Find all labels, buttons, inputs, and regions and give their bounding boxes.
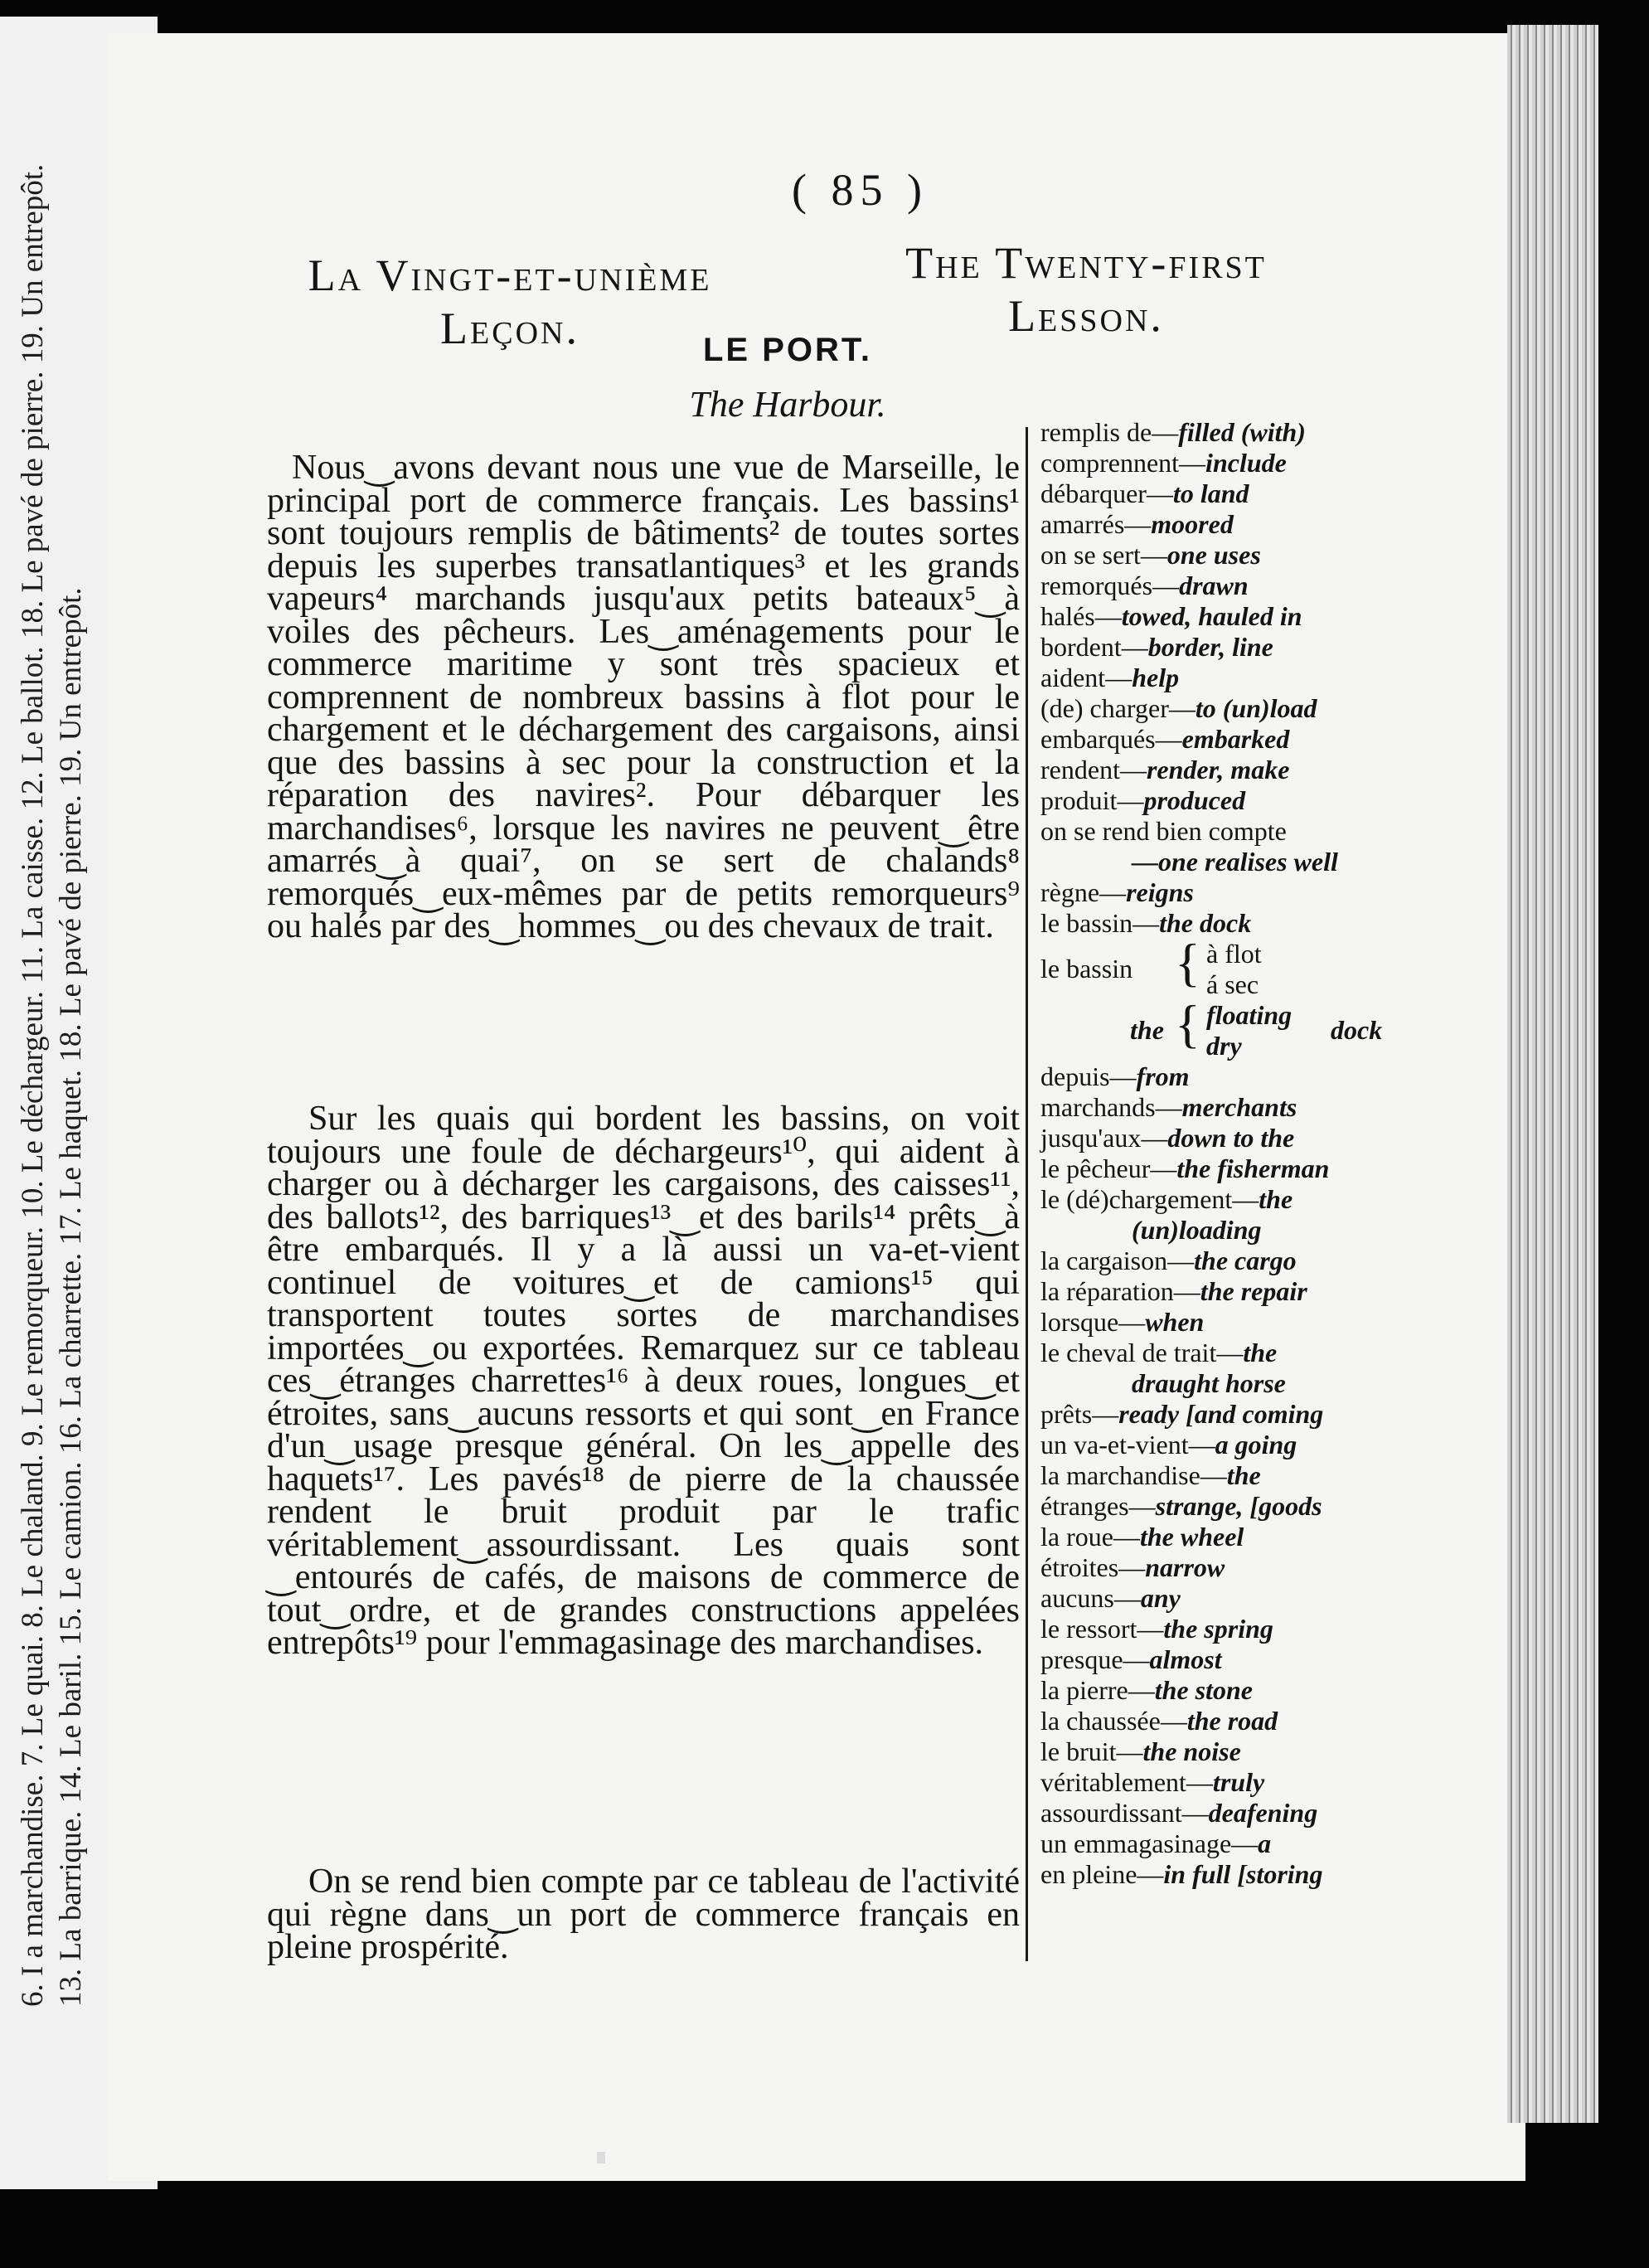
vocab-english: drawn xyxy=(1179,571,1249,600)
vocab-french: (de) charger— xyxy=(1040,693,1196,723)
vocab-entry xyxy=(1040,1644,1505,1675)
vocab-english: a xyxy=(1258,1828,1272,1858)
vocab-entry xyxy=(1040,1061,1505,1092)
vocab-entry xyxy=(1040,1153,1505,1184)
vocab-english: the road xyxy=(1186,1706,1278,1736)
vocab-entry xyxy=(1040,1368,1505,1399)
vocab-english: the fisherman xyxy=(1176,1153,1330,1183)
vocab-english: a going xyxy=(1215,1430,1297,1459)
heading-english-line2: Lesson. xyxy=(1008,291,1164,341)
vocab-entry xyxy=(1040,601,1505,632)
vocab-french: la réparation— xyxy=(1040,1276,1200,1306)
vocab-french: un va-et-vient— xyxy=(1040,1430,1215,1459)
vocab-english: the stone xyxy=(1154,1675,1253,1705)
dock-en-label: the xyxy=(1130,1015,1164,1045)
vocab-entry xyxy=(1040,1828,1505,1859)
vocab-english: draught horse xyxy=(1132,1368,1286,1398)
vocab-entry xyxy=(1040,693,1505,724)
heading-french-line2: Leçon. xyxy=(440,304,580,353)
vocab-french: marchands— xyxy=(1040,1092,1182,1122)
vocab-entry xyxy=(1040,1184,1505,1215)
vocab-entry xyxy=(1040,1859,1505,1890)
heading-french-line1: La Vingt-et-unième xyxy=(308,250,712,300)
heading-english xyxy=(837,236,1335,342)
vocab-english: produced xyxy=(1143,785,1246,815)
vocab-french: la pierre— xyxy=(1040,1675,1155,1705)
vocab-english: help xyxy=(1132,663,1180,692)
vocab-english: narrow xyxy=(1145,1552,1225,1582)
vocab-english: filled (with) xyxy=(1178,417,1306,447)
vocab-french: amarrés— xyxy=(1040,509,1152,539)
vocab-english: the xyxy=(1259,1184,1293,1214)
dock-fr-option-2: á sec xyxy=(1206,969,1259,999)
brace-glyph: { xyxy=(1175,994,1200,1053)
vocab-english: truly xyxy=(1212,1767,1265,1797)
vocab-french: halés— xyxy=(1040,601,1122,631)
vocab-french: la cargaison— xyxy=(1040,1246,1195,1275)
vocab-french: produit— xyxy=(1040,785,1144,815)
vocab-french: étranges— xyxy=(1040,1491,1156,1521)
dock-en-suffix: dock xyxy=(1331,1015,1383,1045)
vocab-english: ready [and coming xyxy=(1118,1399,1324,1429)
page-edge xyxy=(1507,25,1598,2123)
vocab-entry xyxy=(1040,908,1505,939)
vocab-french: jusqu'aux— xyxy=(1040,1123,1168,1153)
vocab-french: bordent— xyxy=(1040,632,1148,662)
dock-en-option-1: floating xyxy=(1206,1000,1293,1030)
vocab-entry xyxy=(1040,1552,1505,1583)
vocab-entry xyxy=(1040,1430,1505,1460)
vocab-french: le cheval de trait— xyxy=(1040,1338,1244,1367)
paragraph-3: On se rend bien compte par ce tableau de l'activité qui règne dans‿un port de commerce français en pleine prospérité. xyxy=(267,1862,1020,1966)
vocab-entry xyxy=(1040,417,1505,448)
vocab-english: the wheel xyxy=(1139,1522,1244,1552)
vocab-french: étroites— xyxy=(1040,1552,1146,1582)
vocab-french: la marchandise— xyxy=(1040,1460,1227,1490)
vocab-english: (un)loading xyxy=(1132,1215,1262,1245)
vocab-entry xyxy=(1040,816,1505,847)
vocab-entry xyxy=(1040,540,1505,571)
vocab-french: depuis— xyxy=(1040,1061,1137,1091)
vocab-french: remorqués— xyxy=(1040,571,1180,600)
vocab-english: the cargo xyxy=(1194,1246,1297,1275)
dock-fr-option-1: à flot xyxy=(1206,939,1262,969)
vocab-english: the dock xyxy=(1159,908,1252,938)
vocab-entry xyxy=(1040,509,1505,540)
vocab-entry xyxy=(1040,847,1505,877)
dock-group xyxy=(1040,933,1505,1061)
vocab-entry xyxy=(1040,1215,1505,1246)
margin-caption-line-1: 6. I a marchandise. 7. Le quai. 8. Le chaland. 9. Le remorqueur. 10. Le déchargeur. 11. La caisse. 12. Le ballot. 18. Le pavé de pierre. 19. Un entrepôt. xyxy=(16,163,50,2007)
vocab-english: when xyxy=(1145,1307,1205,1337)
vocab-entry xyxy=(1040,1736,1505,1767)
vocab-french: règne— xyxy=(1040,877,1127,907)
vocab-english: to (un)load xyxy=(1195,693,1317,723)
vocab-english: to land xyxy=(1172,478,1249,508)
vocab-entry xyxy=(1040,1614,1505,1644)
vocab-entry xyxy=(1040,1522,1505,1552)
vocab-french: aucuns— xyxy=(1040,1583,1141,1613)
scan-speck xyxy=(597,2152,605,2164)
vocab-english: the xyxy=(1243,1338,1278,1367)
vocab-entry xyxy=(1040,877,1505,908)
vocab-french: le bruit— xyxy=(1040,1736,1143,1766)
lesson-subtitle: The Harbour. xyxy=(689,384,886,425)
vocab-entry xyxy=(1040,478,1505,509)
vocab-entry xyxy=(1040,1706,1505,1736)
vocab-entry xyxy=(1040,1767,1505,1798)
paragraph-2: Sur les quais qui bordent les bassins, on voit toujours une foule de déchargeurs¹⁰, qui aident à charger ou à décharger les cargaisons, des caisses¹¹, des ballots¹², des barriques¹³‿et des barils¹⁴ prêts‿à être embarqués. Il y a là aussi un va-et-vient continuel de voitures‿et de camions¹⁵ qui transportent toutes sortes de marchandises importées‿ou exportées. Remarquez sur ce tableau ces‿étranges charrettes¹⁶ à deux roues, longues‿et étroites, sans‿aucuns ressorts et qui sont‿en France d'un‿usage presque général. On les‿appelle des haquets¹⁷. Les pavés¹⁸ de pierre de la chaussée rendent le bruit produit par le trafic véritablement‿assourdissant. Les quais sont ‿entourés de cafés, de maisons de commerce de tout‿ordre, et de grandes constructions appelées entrepôts¹⁹ pour l'emmagasinage des marchandises. xyxy=(267,1100,1020,1662)
vocab-english: any xyxy=(1140,1583,1181,1613)
vocab-english: the repair xyxy=(1200,1276,1307,1306)
vocab-english: strange, [goods xyxy=(1155,1491,1322,1521)
vocab-english: almost xyxy=(1149,1644,1222,1674)
dock-fr-label: le bassin xyxy=(1040,954,1133,983)
vocab-french: on se sert— xyxy=(1040,540,1167,570)
vocab-english: moored xyxy=(1151,509,1234,539)
vocabulary-list xyxy=(1040,417,1505,1890)
vocab-french: aident— xyxy=(1040,663,1132,692)
vocab-french: remplis de— xyxy=(1040,417,1179,447)
vocab-entry xyxy=(1040,1491,1505,1522)
vocab-entry xyxy=(1040,1246,1505,1276)
vocab-entry xyxy=(1040,755,1505,785)
vocab-english: border, line xyxy=(1147,632,1273,662)
vocab-entry xyxy=(1040,1307,1505,1338)
margin-caption-line-2: 13. La barrique. 14. Le baril. 15. Le camion. 16. La charrette. 17. Le haquet. 18. Le pavé de pierre. 19. Un entrepôt. xyxy=(54,587,88,2007)
vocab-entry xyxy=(1040,1798,1505,1828)
vocab-entry xyxy=(1040,571,1505,601)
paragraph-1: Nous‿avons devant nous une vue de Marseille, le principal port de commerce français. Les bassins¹ sont toujours remplis de bâtiments² de toutes sortes depuis les superbes transatlantiques³ et les grands vapeurs⁴ marchands jusqu'aux petits bateaux⁵‿à voiles des pêcheurs. Les‿aménagements pour le commerce maritime y sont très spacieux et comprennent de nombreux bassins à flot pour le chargement et le déchargement des cargaisons, ainsi que des bassins à sec pour la construction et la réparation des navires². Pour débarquer les marchandises⁶, lorsque les navires ne peuvent‿être amarrés‿à quai⁷, on se sert de chalands⁸ remorqués‿eux-mêmes par de petits remorqueurs⁹ ou halés par des‿hommes‿ou des chevaux de trait. xyxy=(267,449,1020,945)
vocab-entry xyxy=(1040,1399,1505,1430)
vocab-english: in full [storing xyxy=(1163,1859,1323,1889)
vocab-french: la chaussée— xyxy=(1040,1706,1187,1736)
page-number: ( 85 ) xyxy=(792,165,929,215)
lesson-title: LE PORT. xyxy=(702,332,873,368)
vocab-french: assourdissant— xyxy=(1040,1798,1209,1828)
vocab-english: down to the xyxy=(1167,1123,1295,1153)
vocab-entry xyxy=(1040,1092,1505,1123)
vocab-english: from xyxy=(1136,1061,1190,1091)
vocab-french: véritablement— xyxy=(1040,1767,1213,1797)
vocab-entry xyxy=(1040,1123,1505,1153)
vocab-entry xyxy=(1040,663,1505,693)
vocab-french: lorsque— xyxy=(1040,1307,1146,1337)
vocab-french: le (dé)chargement— xyxy=(1040,1184,1259,1214)
vocab-entry xyxy=(1040,1675,1505,1706)
column-divider xyxy=(1026,427,1028,1961)
vocab-french: on se rend bien compte xyxy=(1040,816,1287,846)
vocab-french: prêts— xyxy=(1040,1399,1119,1429)
vocab-french: un emmagasinage— xyxy=(1040,1828,1259,1858)
vocab-entry xyxy=(1040,1338,1505,1368)
heading-english-line1: The Twenty-first xyxy=(905,238,1267,288)
brace-glyph: { xyxy=(1175,933,1200,992)
vocab-french: le pêcheur— xyxy=(1040,1153,1177,1183)
vocab-english: the xyxy=(1226,1460,1261,1490)
vocab-english: towed, hauled in xyxy=(1121,601,1302,631)
vocab-french: en pleine— xyxy=(1040,1859,1164,1889)
vocab-entry xyxy=(1040,448,1505,478)
vocab-english: include xyxy=(1205,448,1287,478)
dock-en-option-2: dry xyxy=(1206,1031,1242,1061)
vocab-entry xyxy=(1040,1276,1505,1307)
vocab-english: reigns xyxy=(1126,877,1194,907)
vocab-english: deafening xyxy=(1208,1798,1318,1828)
vocab-english: merchants xyxy=(1181,1092,1297,1122)
vocab-english: —one realises well xyxy=(1132,847,1338,877)
vocab-english: the noise xyxy=(1142,1736,1241,1766)
vocab-french: le ressort— xyxy=(1040,1614,1164,1644)
vocab-entry xyxy=(1040,1583,1505,1614)
vocab-french: presque— xyxy=(1040,1644,1150,1674)
vocab-english: one uses xyxy=(1166,540,1261,570)
vocab-entry xyxy=(1040,1460,1505,1491)
vocab-french: rendent— xyxy=(1040,755,1147,784)
vocab-french: le bassin— xyxy=(1040,908,1160,938)
vocab-entry xyxy=(1040,632,1505,663)
vocab-french: comprennent— xyxy=(1040,448,1206,478)
vocab-english: render, make xyxy=(1146,755,1290,784)
vocab-english: embarked xyxy=(1181,724,1290,754)
vocab-french: la roue— xyxy=(1040,1522,1140,1552)
vocab-entry xyxy=(1040,724,1505,755)
vocab-entry xyxy=(1040,785,1505,816)
vocab-french: embarqués— xyxy=(1040,724,1182,754)
vocab-french: débarquer— xyxy=(1040,478,1173,508)
vocab-english: the spring xyxy=(1163,1614,1273,1644)
